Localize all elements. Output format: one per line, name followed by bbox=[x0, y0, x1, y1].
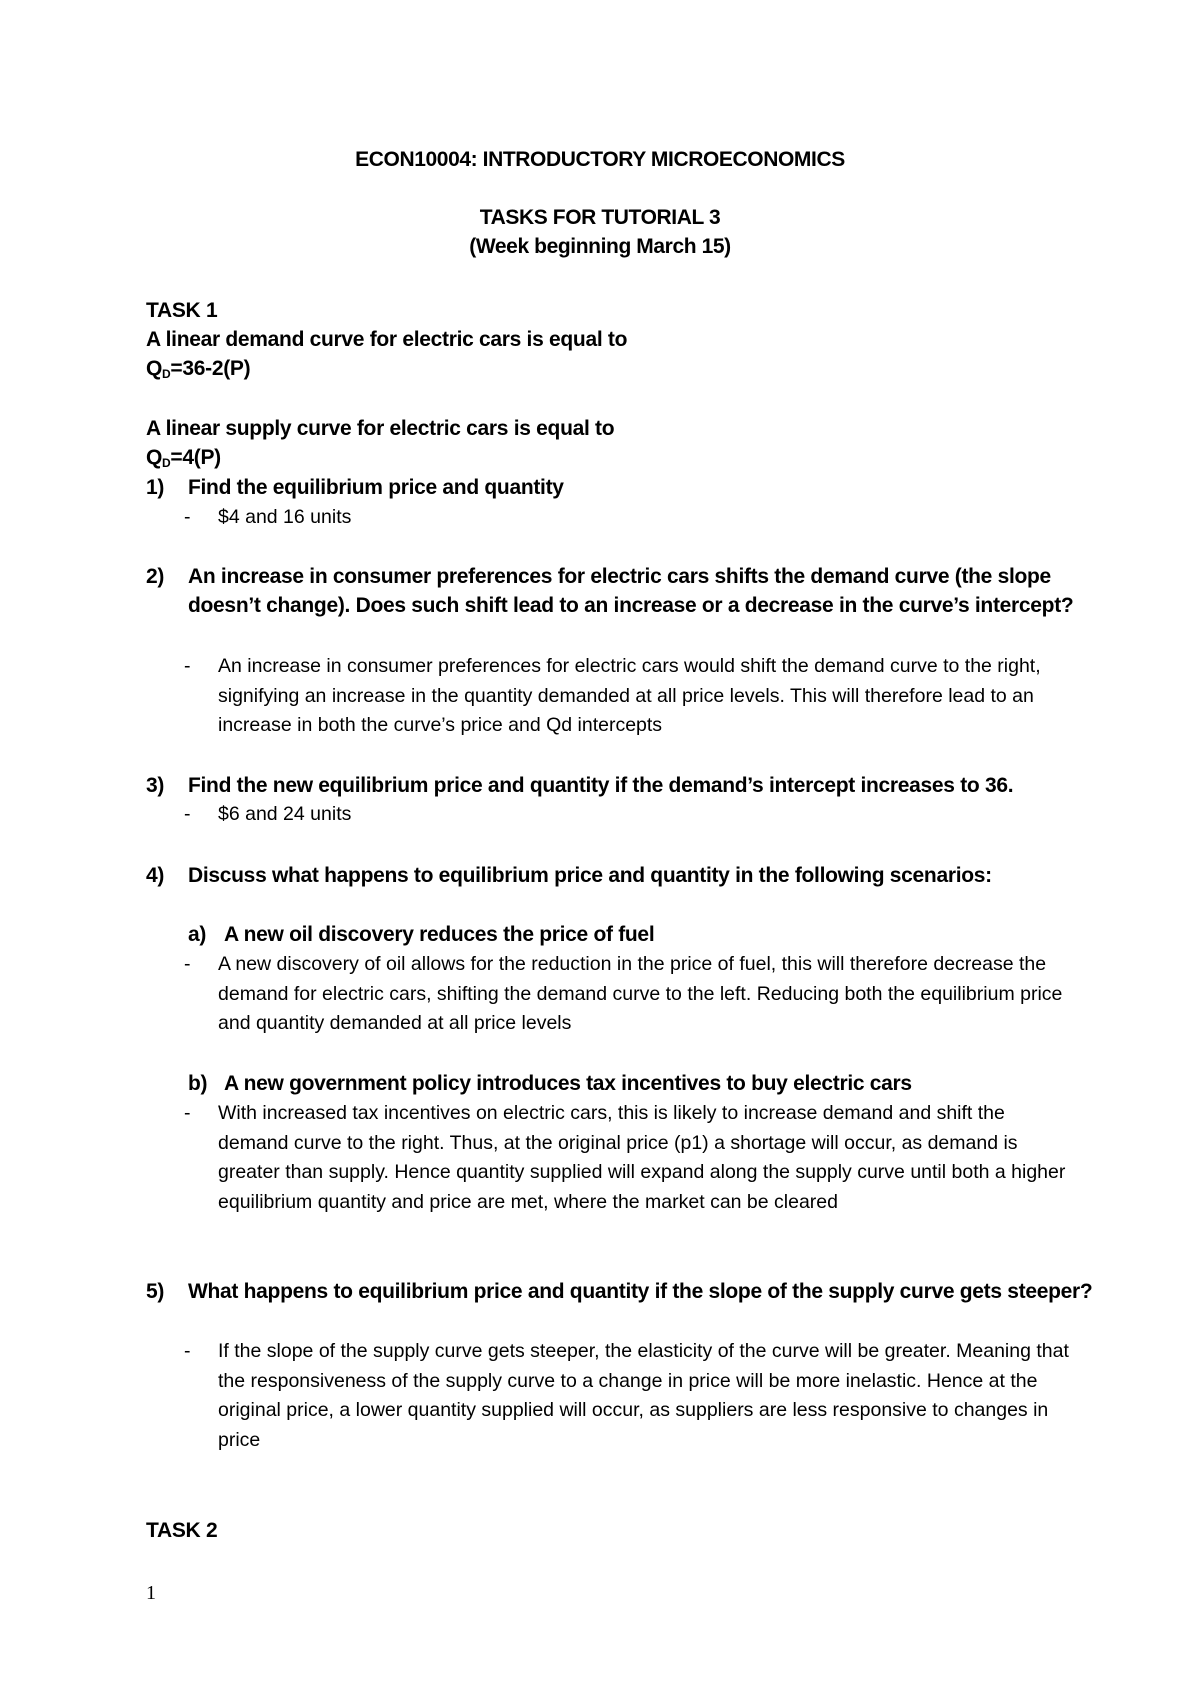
answer-text: $6 and 24 units bbox=[218, 803, 352, 825]
question-text: Find the equilibrium price and quantity bbox=[188, 476, 564, 499]
question-text: What happens to equilibrium price and quantity if the slope of the supply curve gets steeper? bbox=[188, 1280, 1093, 1303]
demand-equation: $Q_D=36-2(P)$ bbox=[146, 357, 251, 381]
answer-1: - $4 and 16 units bbox=[184, 503, 1074, 533]
answer-4b: - With increased tax incentives on electric cars, this is likely to increase demand and shift the demand curve to the right. Thus, at the original price (p1) a shortage will occur, as demand is greater than supply. Hence quantity supplied will expand along the supply curve until both a higher equilibrium quantity and price are met, where the market can be cleared bbox=[184, 1099, 1074, 1217]
part-letter: a) bbox=[188, 923, 207, 946]
part-letter: b) bbox=[188, 1072, 208, 1095]
question-4a bbox=[188, 920, 1088, 949]
question-text: Discuss what happens to equilibrium price and quantity in the following scenarios: bbox=[188, 864, 992, 887]
supply-intro: A linear supply curve for electric cars is equal to bbox=[146, 417, 615, 440]
task2-heading: TASK 2 bbox=[146, 1519, 218, 1542]
question-4b bbox=[188, 1069, 1088, 1098]
answer-5: - If the slope of the supply curve gets steeper, the elasticity of the curve will be greater. Meaning that the responsiveness of the supply curve to a change in price will be more inelastic. Hence at the original price, a lower quantity supplied will occur, as suppliers are less responsive to changes in price bbox=[184, 1337, 1074, 1455]
week-subtitle: (Week beginning March 15) bbox=[469, 235, 731, 258]
question-1 bbox=[146, 473, 1106, 502]
answer-text: If the slope of the supply curve gets steeper, the elasticity of the curve will be greater. Meaning that the responsiveness of the supply curve to a change in price will be more inelastic. Hence at the original price, a lower quantity supplied will occur, as suppliers are less responsive to changes in price bbox=[218, 1340, 1069, 1451]
part-text: A new oil discovery reduces the price of fuel bbox=[224, 923, 655, 946]
question-text: Find the new equilibrium price and quantity if the demand’s intercept increases to 36. bbox=[188, 774, 1014, 797]
question-4 bbox=[146, 861, 1106, 890]
task1-heading: TASK 1 bbox=[146, 299, 218, 322]
question-2 bbox=[146, 562, 1106, 620]
question-number: 5) bbox=[146, 1280, 165, 1303]
question-5 bbox=[146, 1277, 1106, 1306]
answer-text: $4 and 16 units bbox=[218, 506, 352, 528]
supply-equation: $Q_D=4(P)$ bbox=[146, 446, 221, 470]
question-number: 3) bbox=[146, 774, 165, 797]
answer-text: A new discovery of oil allows for the reduction in the price of fuel, this will therefore decrease the demand for electric cars, shifting the demand curve to the left. Reducing both the equilibrium price and quantity demanded at all price levels bbox=[218, 953, 1063, 1034]
tasks-title: TASKS FOR TUTORIAL 3 bbox=[479, 206, 721, 229]
demand-intro: A linear demand curve for electric cars is equal to bbox=[146, 328, 628, 351]
question-number: 4) bbox=[146, 864, 165, 887]
question-number: 1) bbox=[146, 476, 165, 499]
answer-2: - An increase in consumer preferences for electric cars would shift the demand curve to the right, signifying an increase in the quantity demanded at all price levels. This will therefore lead to an increase in both the curve’s price and Qd intercepts bbox=[184, 652, 1074, 741]
question-text: An increase in consumer preferences for electric cars shifts the demand curve (the slope doesn’t change). Does such shift lead to an increase or a decrease in the curve’s intercept? bbox=[188, 565, 1074, 617]
course-title: ECON10004: INTRODUCTORY MICROECONOMICS bbox=[355, 148, 845, 171]
page-number: 1 bbox=[146, 1582, 156, 1604]
part-text: A new government policy introduces tax incentives to buy electric cars bbox=[224, 1072, 912, 1095]
answer-4a: - A new discovery of oil allows for the reduction in the price of fuel, this will therefore decrease the demand for electric cars, shifting the demand curve to the left. Reducing both the equilibrium price and quantity demanded at all price levels bbox=[184, 950, 1074, 1039]
answer-text: An increase in consumer preferences for electric cars would shift the demand curve to the right, signifying an increase in the quantity demanded at all price levels. This will therefore lead to an increase in both the curve’s price and Qd intercepts bbox=[218, 655, 1041, 736]
question-number: 2) bbox=[146, 565, 165, 588]
answer-text: With increased tax incentives on electric cars, this is likely to increase demand and shift the demand curve to the right. Thus, at the original price (p1) a shortage will occur, as demand is greater than supply. Hence quantity supplied will expand along the supply curve until both a higher equilibrium quantity and price are met, where the market can be cleared bbox=[218, 1102, 1066, 1213]
answer-3: - $6 and 24 units bbox=[184, 800, 1074, 830]
question-3 bbox=[146, 771, 1106, 800]
